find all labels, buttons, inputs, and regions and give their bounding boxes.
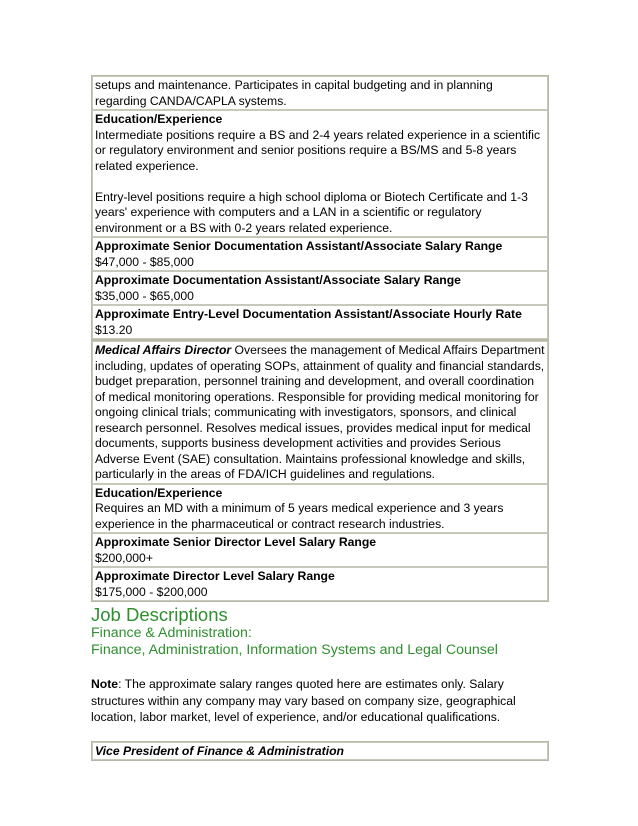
director-description-cell	[92, 341, 548, 484]
education-paragraph-2: Entry-level positions require a high school diploma or Biotech Certificate and 1-3 years' experience with computers and a LAN in a scientific or regulatory environment or a BS with 0-2 years related experience.	[95, 189, 528, 235]
hourly-rate-value: $13.20	[95, 322, 133, 337]
salary-range-value: $35,000 - $65,000	[95, 288, 194, 303]
salary-range-title: Approximate Senior Director Level Salary Range	[95, 535, 377, 549]
note-text: : The approximate salary ranges quoted here are estimates only. Salary structures within any company may vary based on company size, geographical location, labor market, level of experience, and/or educational qualifications.	[91, 677, 516, 724]
hourly-rate-cell	[92, 305, 548, 339]
medical-affairs-table	[91, 340, 549, 602]
salary-range-value: $47,000 - $85,000	[95, 254, 194, 269]
section-subtitle-detail: Finance, Administration, Information Systems and Legal Counsel	[91, 642, 498, 658]
intro-cell	[92, 76, 548, 110]
salary-range-cell	[92, 567, 548, 601]
note-label: Note	[91, 677, 119, 691]
vp-table	[91, 741, 549, 762]
salary-range-cell	[92, 533, 548, 567]
education-cell	[92, 110, 548, 237]
education-text: Requires an MD with a minimum of 5 years medical experience and 3 years experience in the pharmaceutical or contract research industries.	[95, 501, 504, 531]
table-row	[92, 237, 548, 271]
salary-range-title: Approximate Documentation Assistant/Associate Salary Range	[95, 273, 461, 287]
salary-range-title: Approximate Senior Documentation Assistant/Associate Salary Range	[95, 239, 503, 253]
table-row	[92, 484, 548, 534]
education-heading: Education/Experience	[95, 112, 223, 126]
salary-range-cell	[92, 271, 548, 305]
director-description: Oversees the management of Medical Affairs Department including, updates of operating SOPs, attainment of quality and financial standards, budget preparation, personnel training and development, and overall coordination of medical monitoring operations. Responsible for providing medical monitoring for ongoing clinical trials; communicating with investigators, sponsors, and clinical research personnel. Resolves medical issues, provides medical input for medical documents, supports business development activities and provides Serious Adverse Event (SAE) consultation. Maintains professional knowledge and skills, particularly in the areas of FDA/ICH guidelines and regulations.	[95, 343, 545, 481]
salary-note	[91, 676, 549, 726]
intro-line-2: regarding CANDA/CAPLA systems.	[95, 93, 287, 108]
education-heading: Education/Experience	[95, 485, 223, 500]
table-row	[92, 567, 548, 601]
paragraph-gap	[95, 174, 545, 190]
salary-range-cell	[92, 237, 548, 271]
salary-range-title: Approximate Director Level Salary Range	[95, 569, 335, 583]
education-cell	[92, 484, 548, 534]
table-row	[92, 341, 548, 484]
table-row	[92, 533, 548, 567]
section-title: Job Descriptions	[91, 604, 228, 625]
table-row	[92, 110, 548, 237]
table-row	[92, 742, 548, 761]
document-page	[91, 75, 549, 761]
director-title: Medical Affairs Director	[95, 343, 232, 357]
vp-cell	[92, 742, 548, 761]
hourly-rate-title: Approximate Entry-Level Documentation Assistant/Associate Hourly Rate	[95, 307, 522, 321]
table-row	[92, 271, 548, 305]
salary-range-value: $175,000 - $200,000	[95, 584, 208, 599]
vp-title: Vice President of Finance & Administration	[95, 743, 344, 758]
education-paragraph-1: Intermediate positions require a BS and 2-4 years related experience in a scientific or regulatory environment and senior positions require a BS/MS and 5-8 years related experience.	[95, 127, 541, 173]
intro-line-1: setups and maintenance. Participates in capital budgeting and in planning	[95, 78, 493, 92]
salary-range-value: $200,000+	[95, 550, 153, 565]
table-row	[92, 76, 548, 110]
table-row	[92, 305, 548, 339]
section-subtitle: Finance & Administration:	[91, 625, 252, 641]
documentation-table	[91, 75, 549, 340]
